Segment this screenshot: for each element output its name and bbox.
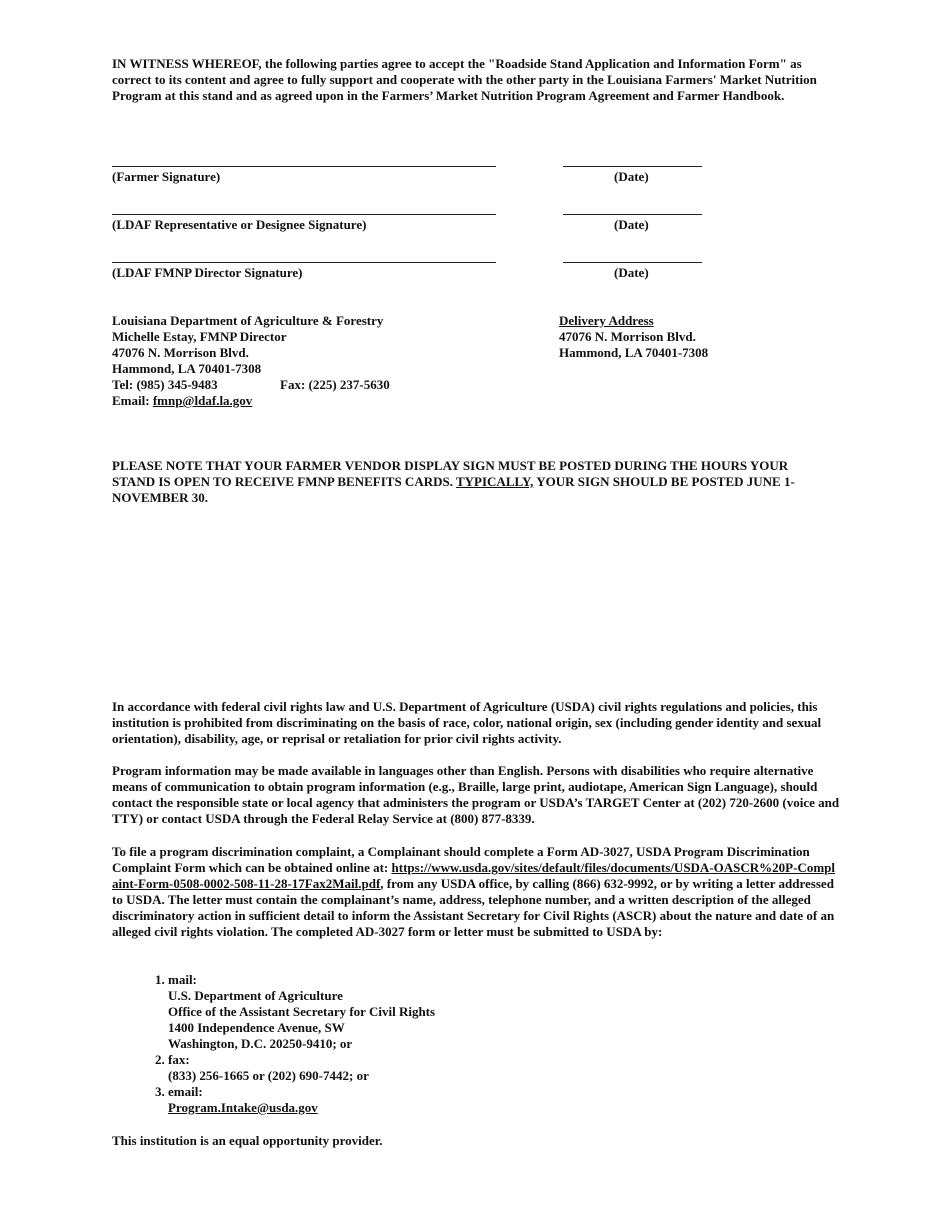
sign-posting-notice (112, 458, 827, 506)
notice-part2: YOUR SIGN SHOULD BE POSTED JUNE 1-NOVEMBER 30. (112, 474, 795, 505)
method-email (168, 1084, 435, 1116)
ldaf-director-signature-line (112, 262, 496, 263)
contact-email-link[interactable]: fmnp@ldaf.la.gov (152, 393, 253, 408)
complaint-text-end: , from any USDA office, by calling (866) 632-9992, or by writing a letter addressed to USDA. The letter must contain the complainant’s name, address, telephone number, and a written description of the alleged discriminatory action in sufficient detail to inform the Assistant Secretary for Civil Rights (ASCR) about the nature and date of an alleged civil rights violation. The completed AD-3027 form or letter must be submitted to USDA by: (112, 876, 835, 939)
farmer-date-label: (Date) (614, 169, 649, 184)
method-mail-label: mail: (168, 972, 197, 987)
ldaf-rep-date-label: (Date) (614, 217, 649, 232)
contact-city: Hammond, LA 70401-7308 (112, 361, 262, 376)
method-mail (168, 972, 435, 1052)
mail-line-4: Washington, D.C. 20250-9410; or (168, 1036, 353, 1051)
witness-paragraph: IN WITNESS WHEREOF, the following parties agree to accept the "Roadside Stand Application and Information Form" as correct to its content and agree to fully support and cooperate with the other party in the Louisiana Farmers' Market Nutrition Program at this stand and as agreed upon in the Farmers’ Market Nutrition Program Agreement and Farmer Handbook. (112, 56, 817, 103)
contact-email-label: Email: (112, 393, 153, 408)
contact-street: 47076 N. Morrison Blvd. (112, 345, 249, 360)
contact-tel: Tel: (985) 345-9483 (112, 377, 218, 392)
ldaf-director-date-line (563, 262, 702, 263)
civil-rights-paragraph-3 (112, 844, 840, 940)
contact-email-row (112, 393, 552, 409)
notice-typically: TYPICALLY, (455, 474, 534, 489)
farmer-signature-label: (Farmer Signature) (112, 169, 221, 184)
delivery-address-block (559, 313, 839, 361)
delivery-street: 47076 N. Morrison Blvd. (559, 329, 696, 344)
contact-org: Louisiana Department of Agriculture & Forestry (112, 313, 384, 328)
method-fax (168, 1052, 435, 1084)
mail-line-3: 1400 Independence Avenue, SW (168, 1020, 345, 1035)
contact-phone-row (112, 377, 552, 393)
contact-name: Michelle Estay, FMNP Director (112, 329, 287, 344)
submission-methods-list (140, 972, 435, 1116)
mail-line-2: Office of the Assistant Secretary for Civil Rights (168, 1004, 436, 1019)
ldaf-contact-block (112, 313, 552, 409)
delivery-heading: Delivery Address (559, 313, 654, 328)
civil-rights-paragraph-1: In accordance with federal civil rights law and U.S. Department of Agriculture (USDA) civil rights regulations and policies, this institution is prohibited from discriminating on the basis of race, color, national origin, sex (including gender identity and sexual orientation), disability, age, or reprisal or retaliation for prior civil rights activity. (112, 699, 822, 746)
contact-fax: Fax: (225) 237-5630 (280, 377, 390, 392)
method-fax-label: fax: (168, 1052, 190, 1067)
ldaf-rep-signature-label: (LDAF Representative or Designee Signature) (112, 217, 367, 232)
civil-rights-paragraph-2: Program information may be made available in languages other than English. Persons with disabilities who require alternative means of communication to obtain program information (e.g., Braille, large print, audiotape, American Sign Language), should contact the responsible state or local agency that administers the program or USDA’s TARGET Center at (202) 720-2600 (voice and TTY) or contact USDA through the Federal Relay Service at (800) 877-8339. (112, 763, 840, 826)
ldaf-director-date-label: (Date) (614, 265, 649, 280)
notice-part1: PLEASE NOTE THAT YOUR FARMER VENDOR DISPLAY SIGN MUST BE POSTED DURING THE HOURS YOUR STAND IS OPEN TO RECEIVE FMNP BENEFITS CARDS. (112, 458, 789, 489)
ldaf-rep-date-line (563, 214, 702, 215)
complaint-text-start: To file a program discrimination complaint, a Complainant should complete a Form AD-3027, USDA Program Discrimination Complaint Form which can be obtained online at: (112, 844, 810, 875)
ldaf-director-signature-label: (LDAF FMNP Director Signature) (112, 265, 303, 280)
delivery-city: Hammond, LA 70401-7308 (559, 345, 709, 360)
program-intake-email-link[interactable]: Program.Intake@usda.gov (168, 1100, 318, 1115)
farmer-signature-line (112, 166, 496, 167)
mail-line-1: U.S. Department of Agriculture (168, 988, 343, 1003)
complaint-form-link[interactable]: https://www.usda.gov/sites/default/files/documents/USDA-OASCR%20P-Complaint-Form-0508-0002-508-11-28-17Fax2Mail.pdf (112, 860, 835, 891)
equal-opportunity-statement: This institution is an equal opportunity provider. (112, 1133, 383, 1148)
farmer-date-line (563, 166, 702, 167)
ldaf-rep-signature-line (112, 214, 496, 215)
method-email-label: email: (168, 1084, 203, 1099)
fax-numbers: (833) 256-1665 or (202) 690-7442; or (168, 1068, 369, 1083)
